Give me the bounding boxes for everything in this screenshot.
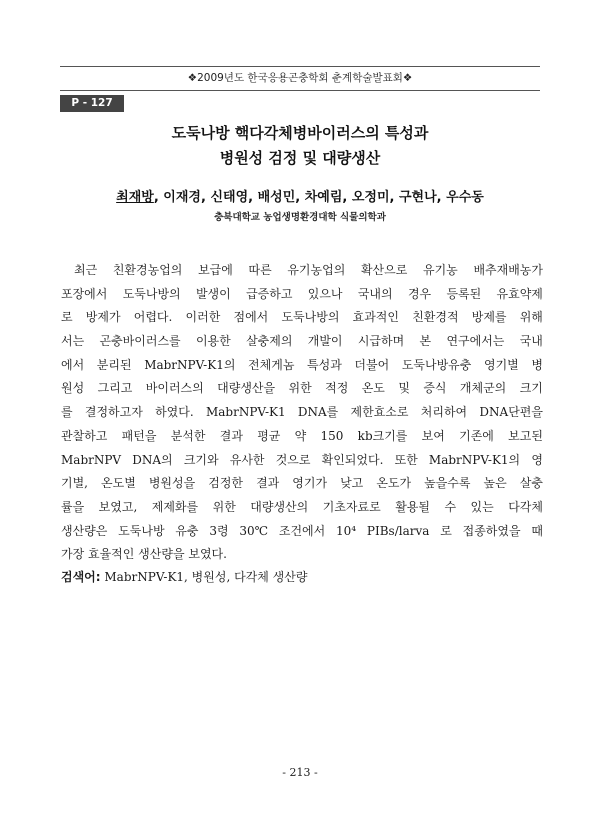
abstract-word: 를 (61, 405, 73, 420)
abstract-word: 약 (294, 428, 307, 443)
abstract-word: 친환경적 (412, 310, 459, 325)
abstract-body (61, 259, 543, 567)
abstract-line (61, 496, 543, 520)
presenting-author: 최재방 (116, 190, 154, 205)
abstract-word: 원성 (61, 381, 85, 396)
abstract-line (61, 377, 543, 401)
abstract-word: 경우 (407, 286, 432, 301)
abstract-word: 크기와 (183, 452, 219, 467)
abstract-word: 높을수록 (424, 476, 471, 491)
abstract-word: 급증하고 (246, 286, 293, 301)
abstract-word: 10⁴ (336, 523, 357, 538)
abstract-word: MabrNPV (61, 452, 122, 467)
abstract-word: 배추재배농가 (473, 263, 543, 277)
abstract-word: 바이러스의 (145, 381, 204, 396)
keywords-label: 검색어: (61, 570, 101, 584)
abstract-word: 확산으로 (360, 263, 408, 277)
abstract-word: 위한 (288, 381, 312, 396)
abstract-word: 이용한 (195, 334, 231, 349)
abstract-word: DNA단편을 (479, 405, 543, 420)
paper-title-line-1: 도둑나방 핵다각체병바이러스의 특성과 (171, 124, 429, 142)
abstract-word: 유기농 (423, 263, 458, 277)
abstract-word: 도둑나방 (118, 523, 165, 538)
abstract-word: 보였고, (98, 499, 138, 514)
abstract-word: 로 (440, 523, 452, 538)
abstract-word: 증식 (423, 381, 447, 396)
abstract-word: DNA의 (132, 452, 173, 467)
abstract-line (61, 472, 543, 496)
abstract-word: 온도가 (376, 476, 412, 491)
abstract-word: 분리된 (96, 357, 132, 372)
keywords (61, 568, 307, 585)
abstract-word: 전체게놈 (248, 357, 295, 372)
abstract-word: 특성과 (307, 357, 342, 372)
abstract-word: 30℃ (239, 523, 269, 538)
abstract-word: 방제를 (471, 310, 507, 325)
abstract-word: 접종하였을 (462, 523, 521, 538)
abstract-word: 분석한 (170, 428, 206, 443)
abstract-word: 시급하며 (357, 334, 405, 349)
abstract-word: 온도별 (101, 476, 136, 491)
abstract-word: 살충 (519, 476, 543, 491)
abstract-word: 대량생산의 (250, 499, 309, 514)
abstract-word: 온도 (361, 381, 385, 396)
abstract-word: 더불어 (354, 357, 390, 372)
abstract-line (61, 330, 543, 354)
abstract-word: 150 (320, 428, 344, 443)
abstract-line (61, 259, 543, 283)
abstract-word: 크기 (519, 381, 543, 396)
abstract-word: 또한 (394, 452, 418, 467)
abstract-word: 도둑나방유충 (401, 357, 472, 372)
abstract-word: 점에서 (233, 310, 269, 325)
abstract-word: 발생이 (195, 286, 231, 301)
abstract-word: 평균 (257, 428, 281, 443)
abstract-word: 3령 (209, 523, 229, 538)
paper-title-line-2: 병원성 검정 및 대량생산 (219, 149, 381, 167)
abstract-word: 다각체 (508, 499, 543, 514)
abstract-word: 서는 (61, 334, 85, 349)
abstract-word: 제제화를 (151, 499, 199, 514)
abstract-word: 병 (531, 357, 543, 372)
abstract-word: DNA를 (297, 405, 339, 420)
abstract-word: 어렵다. (133, 310, 173, 325)
abstract-word: MabrNPV-K1 (205, 405, 286, 420)
abstract-line (61, 354, 543, 378)
abstract-word: 제한효소로 (350, 405, 409, 420)
abstract-word: 유충 (175, 523, 199, 538)
abstract-word: 때 (531, 523, 543, 538)
abstract-word: 영기가 (292, 476, 328, 491)
abstract-word: 이러한 (185, 310, 221, 325)
abstract-line (61, 543, 543, 567)
abstract-word: 높은 (483, 476, 507, 491)
abstract-word: 보고된 (508, 428, 543, 443)
abstract-word: 률을 (61, 499, 85, 514)
abstract-word: 국내 (519, 334, 543, 349)
abstract-word: 효과적인 (352, 310, 399, 325)
abstract-word: 개발이 (307, 334, 343, 349)
abstract-word: 위한 (212, 499, 236, 514)
abstract-word: 로 (61, 310, 73, 325)
abstract-word: 위해 (519, 310, 543, 325)
paper-id-badge: P - 127 (60, 95, 124, 112)
abstract-word: 결과 (219, 428, 243, 443)
abstract-word: 생산량은 (61, 523, 108, 538)
abstract-line (61, 425, 543, 449)
abstract-word: 개체군의 (459, 381, 507, 396)
abstract-word: MabrNPV-K1의 (144, 357, 236, 372)
conference-header: ❖2009년도 한국응용곤충학회 춘계학술발표회❖ (187, 72, 413, 84)
abstract-word: 방제가 (85, 310, 121, 325)
abstract-word: 보여 (421, 428, 445, 443)
affiliation: 충북대학교 농업생명환경대학 식물의학과 (214, 212, 386, 223)
abstract-word: MabrNPV-K1의 (428, 452, 521, 467)
abstract-word: 친환경농업의 (112, 263, 183, 277)
abstract-word: 등록된 (446, 286, 482, 301)
abstract-word: 에서 (61, 357, 85, 372)
keywords-text: MabrNPV-K1, 병원성, 다각체 생산량 (100, 570, 308, 584)
abstract-word: 것으로 (275, 452, 311, 467)
abstract-word: 하였다. (155, 405, 194, 420)
abstract-word: 살충제의 (246, 334, 293, 349)
abstract-word: 국내의 (357, 286, 393, 301)
abstract-word: kb크기를 (357, 428, 408, 443)
abstract-word: 병원성을 (148, 476, 196, 491)
abstract-word: 기별, (61, 476, 88, 491)
abstract-word: 포장에서 (61, 286, 108, 301)
abstract-word: 따른 (248, 263, 272, 277)
abstract-word: 활용될 (395, 499, 430, 514)
abstract-word: 가장 효율적인 생산량을 보였다. (61, 547, 227, 562)
abstract-word: 최근 (74, 263, 98, 277)
abstract-line (61, 449, 543, 473)
abstract-word: 조건에서 (278, 523, 326, 538)
abstract-word: 영기별 (483, 357, 519, 372)
abstract-word: 검정한 (208, 476, 244, 491)
abstract-word: 결정하고자 (84, 405, 143, 420)
co-authors: , 이재경, 신태영, 배성민, 차예림, 오정미, 구현나, 우수동 (153, 190, 484, 205)
abstract-word: 결과 (256, 476, 280, 491)
abstract-line (61, 520, 543, 544)
abstract-word: 유기농업의 (287, 263, 346, 277)
abstract-word: 본 (419, 334, 432, 349)
abstract-word: PIBs/larva (366, 523, 430, 538)
abstract-line (61, 401, 543, 425)
abstract-word: 있으나 (307, 286, 343, 301)
abstract-word: 기초자료로 (322, 499, 381, 514)
abstract-word: 영 (531, 452, 543, 467)
abstract-word: 관찰하고 (61, 428, 108, 443)
abstract-word: 낮고 (340, 476, 364, 491)
abstract-word: 수 (444, 499, 457, 514)
page-number: - 213 - (282, 766, 318, 779)
abstract-word: 있는 (470, 499, 494, 514)
header-bottom-rule (60, 90, 540, 91)
abstract-word: 곤충바이러스를 (99, 334, 181, 349)
abstract-word: 확인되었다. (321, 452, 384, 467)
abstract-word: 대량생산을 (217, 381, 276, 396)
abstract-word: 적정 (325, 381, 349, 396)
abstract-word: 도둑나방의 (281, 310, 340, 325)
abstract-word: 유사한 (229, 452, 265, 467)
abstract-word: 그리고 (97, 381, 133, 396)
abstract-line (61, 283, 543, 307)
abstract-word: 도둑나방의 (122, 286, 181, 301)
abstract-word: 연구에서는 (446, 334, 505, 349)
abstract-word: 및 (398, 381, 410, 396)
abstract-word: 유효약제 (496, 286, 543, 301)
abstract-word: 패턴을 (121, 428, 157, 443)
abstract-line (61, 306, 543, 330)
abstract-word: 보급에 (198, 263, 233, 277)
author-list (60, 186, 540, 205)
abstract-word: 기존에 (459, 428, 494, 443)
abstract-word: 처리하여 (420, 405, 468, 420)
